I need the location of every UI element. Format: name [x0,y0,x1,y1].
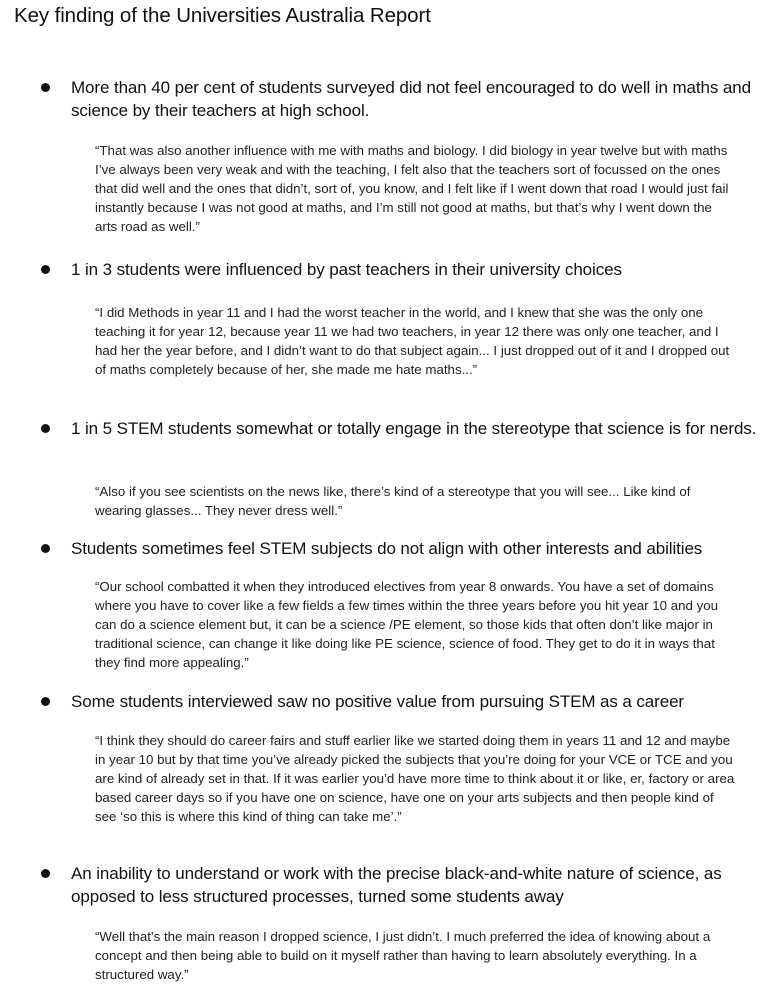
finding-heading: More than 40 per cent of students surveyed did not feel encouraged to do well in maths and science by their teachers at high school. [71,78,751,120]
finding-quote: “Well that’s the main reason I dropped science, I just didn’t. I much preferred the idea of knowing about a concept and then being able to build on it myself rather than having to learn absolutely everything. In a structured way.” [95,929,711,982]
finding-heading: Students sometimes feel STEM subjects do not align with other interests and abilities [71,539,703,558]
finding-quote: “Our school combatted it when they introduced electives from year 8 onwards. You have a set of domains where you have to cover like a few fields a few times within the three years before you hit year 10 and you can do a science element but, it can be a science /PE element, so those kids that often don’t like major in traditional science, can change it like doing like PE science, science of food. They get to do it in ways that they find more appealing.” [95,579,719,670]
bullet-icon [41,424,50,433]
bullet-icon [41,869,50,878]
finding-quote: “That was also another influence with me with maths and biology. I did biology in year twelve but with maths I’ve always been very weak and with the teaching, I felt also that the teachers sort of focussed on the ones that did well and the ones that didn’t, sort of, you know, and I felt like if I went down that road I would just fail instantly because I was not good at maths, and I’m still not good at maths, but that’s why I went down the arts road as well.” [95,143,729,234]
finding-heading: An inability to understand or work with the precise black-and-white nature of science, as opposed to less structured processes, turned some students away [71,864,722,906]
bullet-icon [41,697,50,706]
finding-quote: “I think they should do career fairs and stuff earlier like we started doing them in years 11 and 12 and maybe in year 10 but by that time you’ve already picked the subjects that you’re doing for your VCE or TCE and you are kind of already set in that. If it was earlier you’d have more time to think about it or like, er, factory or area based career days so if you have one on science, have one on your arts subjects and then people kind of see ‘so this is where this kind of thing can take me’.” [95,733,735,824]
finding-quote: “I did Methods in year 11 and I had the worst teacher in the world, and I knew that she was the only one teaching it for year 12, because year 11 we had two teachers, in year 12 there was only one teacher, and I had her the year before, and I didn’t want to do that subject again... I just dropped out of it and I dropped out of maths completely because of her, she made me hate maths...” [95,305,730,377]
finding-heading: 1 in 3 students were influenced by past teachers in their university choices [71,260,622,279]
page-title: Key finding of the Universities Australia Report [14,4,431,27]
finding-heading: 1 in 5 STEM students somewhat or totally engage in the stereotype that science is for nerds. [71,419,757,438]
finding-heading: Some students interviewed saw no positive value from pursuing STEM as a career [71,692,684,711]
bullet-icon [41,83,50,92]
bullet-icon [41,544,50,553]
finding-quote: “Also if you see scientists on the news like, there’s kind of a stereotype that you will see... Like kind of wearing glasses... They never dress well.” [95,484,691,518]
bullet-icon [41,265,50,274]
